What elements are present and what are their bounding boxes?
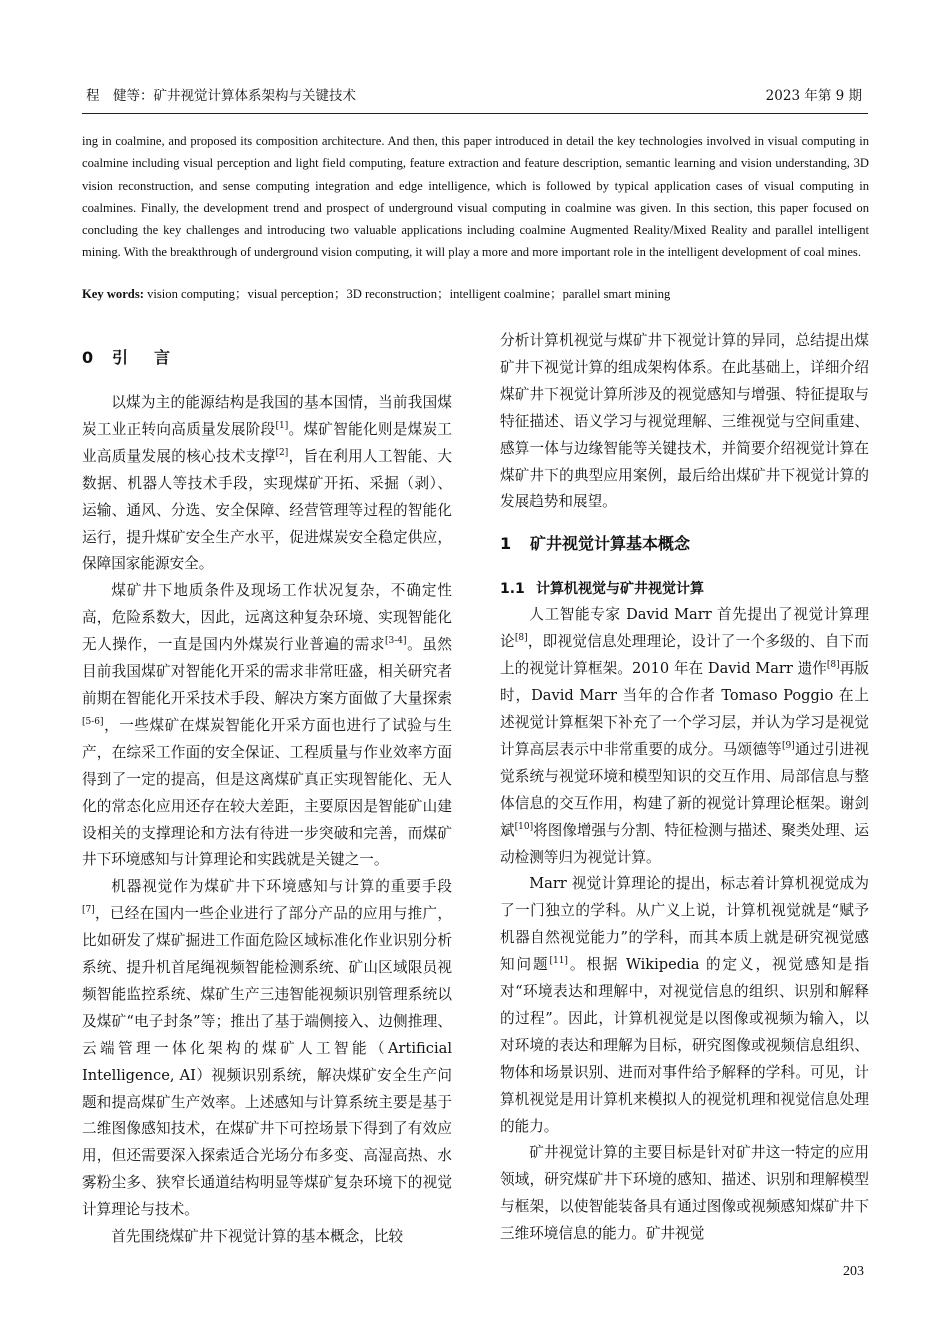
header-rule [82, 113, 868, 114]
citation[interactable]: [9] [782, 741, 795, 752]
paragraph: 矿井视觉计算的主要目标是针对矿井这一特定的应用领域，研究煤矿井下环境的感知、描述、识别和理解模型与框架，以使智能装备具有通过图像或视频感知煤矿井下三维环境信息的能力。矿井视觉 [500, 1144, 869, 1243]
subsection-number: 1.1 [500, 581, 525, 598]
paragraph-continued: 分析计算机视觉与煤矿井下视觉计算的异同，总结提出煤矿井下视觉计算的组成架构体系。在此基础上，详细介绍煤矿井下视觉计算所涉及的视觉感知与增强、特征提取与特征描述、语义学习与视觉理解、三维视觉与空间重建、感算一体与边缘智能等关键技术，并简要介绍视觉计算在煤矿井下的典型应用案例，最后给出煤矿井下视觉计算的发展趋势和展望。 [500, 332, 869, 511]
paragraph: Marr 视觉计算理论的提出，标志着计算机视觉成为了一门独立的学科。从广义上说，计算机视觉就是“赋予机器自然视觉能力”的学科，而其本质上就是研究视觉感知问题[11]。根据 Wikipedia 的定义，视觉感知是指对“环境表达和理解中，对视觉信息的组织、识别和解释的过程”。因此，计算机视觉是以图像或视频为输入，以对环境的表达和理解为目标，研究图像或视频信息组织、物体和场景识别、进而对事件给予解释的学科。可见，计算机视觉是用计算机来模拟人的视觉机理和视觉信息处理的能力。 [500, 875, 869, 1135]
citation[interactable]: [1] [275, 421, 289, 432]
paragraph: 以煤为主的能源结构是我国的基本国情，当前我国煤炭工业正转向高质量发展阶段[1]。煤矿智能化则是煤炭工业高质量发展的核心技术支撑[2]，旨在利用人工智能、大数据、机器人等技术手段，实现煤矿开拓、采掘（剥）、运输、通风、分选、安全保障、经营管理等过程的智能化运行，提升煤矿安全生产水平，促进煤炭安全稳定供应，保障国家能源安全。 [82, 394, 452, 573]
right-column [500, 328, 869, 1248]
citation[interactable]: [10] [514, 821, 534, 832]
section-number: 0 [82, 348, 94, 367]
keywords-label: Key words: [82, 287, 144, 301]
keywords [82, 283, 869, 305]
paragraph: 首先围绕煤矿井下视觉计算的基本概念，比较 [111, 1228, 404, 1246]
running-header [82, 84, 868, 108]
section-title: 矿井视觉计算基本概念 [530, 534, 691, 554]
subsection-heading-1-1 [500, 576, 869, 602]
citation[interactable]: [7] [82, 905, 95, 916]
section-title: 引言 [112, 348, 197, 367]
abstract-continuation: ing in coalmine, and proposed its composition architecture. And then, this paper introduced in detail the key technologies involved in visual computing in coalmine including visual perception and light field computing, feature extraction and feature description, semantic learning and vision understanding, 3D vision reconstruction, and sense computing integration and edge intelligence, which is followed by typical application cases of visual computing in coalmines. Finally, the development trend and prospect of underground visual computing in coalmine was given. In this section, this paper focused on concluding the key challenges and introducing two valuable applications including coalmine Augmented Reality/Mixed Reality and parallel intelligent mining. With the breakthrough of underground vision computing, it will play a more and more important role in the intelligent development of coal mines. [82, 134, 869, 260]
section-heading-intro [82, 340, 452, 376]
citation[interactable]: [8] [826, 660, 840, 671]
header-issue: 2023 年第 9 期 [765, 88, 862, 104]
section-heading-1 [500, 526, 869, 562]
header-title: 程 健等：矿井视觉计算体系架构与关键技术 [86, 88, 356, 104]
citation[interactable]: [11] [549, 956, 568, 967]
citation[interactable]: [5-6] [82, 717, 104, 728]
citation[interactable]: [3-4] [385, 636, 407, 647]
subsection-title: 计算机视觉与矿井视觉计算 [536, 581, 704, 598]
keywords-list: vision computing；visual perception；3D reconstruction；intelligent coalmine；parallel smart mining [143, 287, 671, 301]
paragraph: 煤矿井下地质条件及现场工作状况复杂，不确定性高，危险系数大，因此，远离这种复杂环境、实现智能化无人操作，一直是国内外煤炭行业普遍的需求[3-4]。虽然目前我国煤矿对智能化开采的需求非常旺盛，相关研究者前期在智能化开采技术手段、解决方案方面做了大量探索[5-6]，一些煤矿在煤炭智能化开采方面也进行了试验与生产，在综采工作面的安全保证、工程质量与作业效率方面得到了一定的提高，但是这离煤矿真正实现智能化、无人化的常态化应用还存在较大差距，主要原因是智能矿山建设相关的支撑理论和方法有待进一步突破和完善，而煤矿井下环境感知与计算理论和实践就是关键之一。 [82, 582, 452, 869]
left-column [82, 338, 452, 1251]
citation[interactable]: [2] [275, 447, 289, 458]
section-number: 1 [500, 534, 512, 554]
paragraph: 机器视觉作为煤矿井下环境感知与计算的重要手段[7]，已经在国内一些企业进行了部分产品的应用与推广，比如研发了煤矿掘进工作面危险区域标准化作业识别分析系统、提升机首尾绳视频智能检测系统、矿山区域限员视频智能监控系统、煤矿生产三违智能视频识别管理系统以及煤矿“电子封条”等；推出了基于端侧接入、边侧推理、云端管理一体化架构的煤矿人工智能（Artificial Intelligence, AI）视频识别系统，解决煤矿安全生产问题和提高煤矿生产效率。上述感知与计算系统主要是基于二维图像感知技术，在煤矿井下可控场景下得到了有效应用，但还需要深入探索适合光场分布多变、高湿高热、水雾粉尘多、狭窄长通道结构明显等煤矿复杂环境下的视觉计算理论与技术。 [82, 878, 452, 1219]
citation[interactable]: [8] [514, 633, 528, 644]
paragraph: 人工智能专家 David Marr 首先提出了视觉计算理论[8]，即视觉信息处理理论，设计了一个多级的、自下而上的视觉计算框架。2010 年在 David Marr 遗作[8]再版时，David Marr 当年的合作者 Tomaso Poggio 在上述视觉计算框架下补充了一个学习层，并认为学习是视觉计算高层表示中非常重要的成分。马颂德等[9]通过引进视觉系统与视觉环境和模型知识的交互作用、局部信息与整体信息的交互作用，构建了新的视觉计算理论框架。谢剑斌[10]将图像增强与分割、特征检测与描述、聚类处理、运动检测等归为视觉计算。 [500, 606, 869, 866]
page-number: 203 [843, 1264, 864, 1279]
